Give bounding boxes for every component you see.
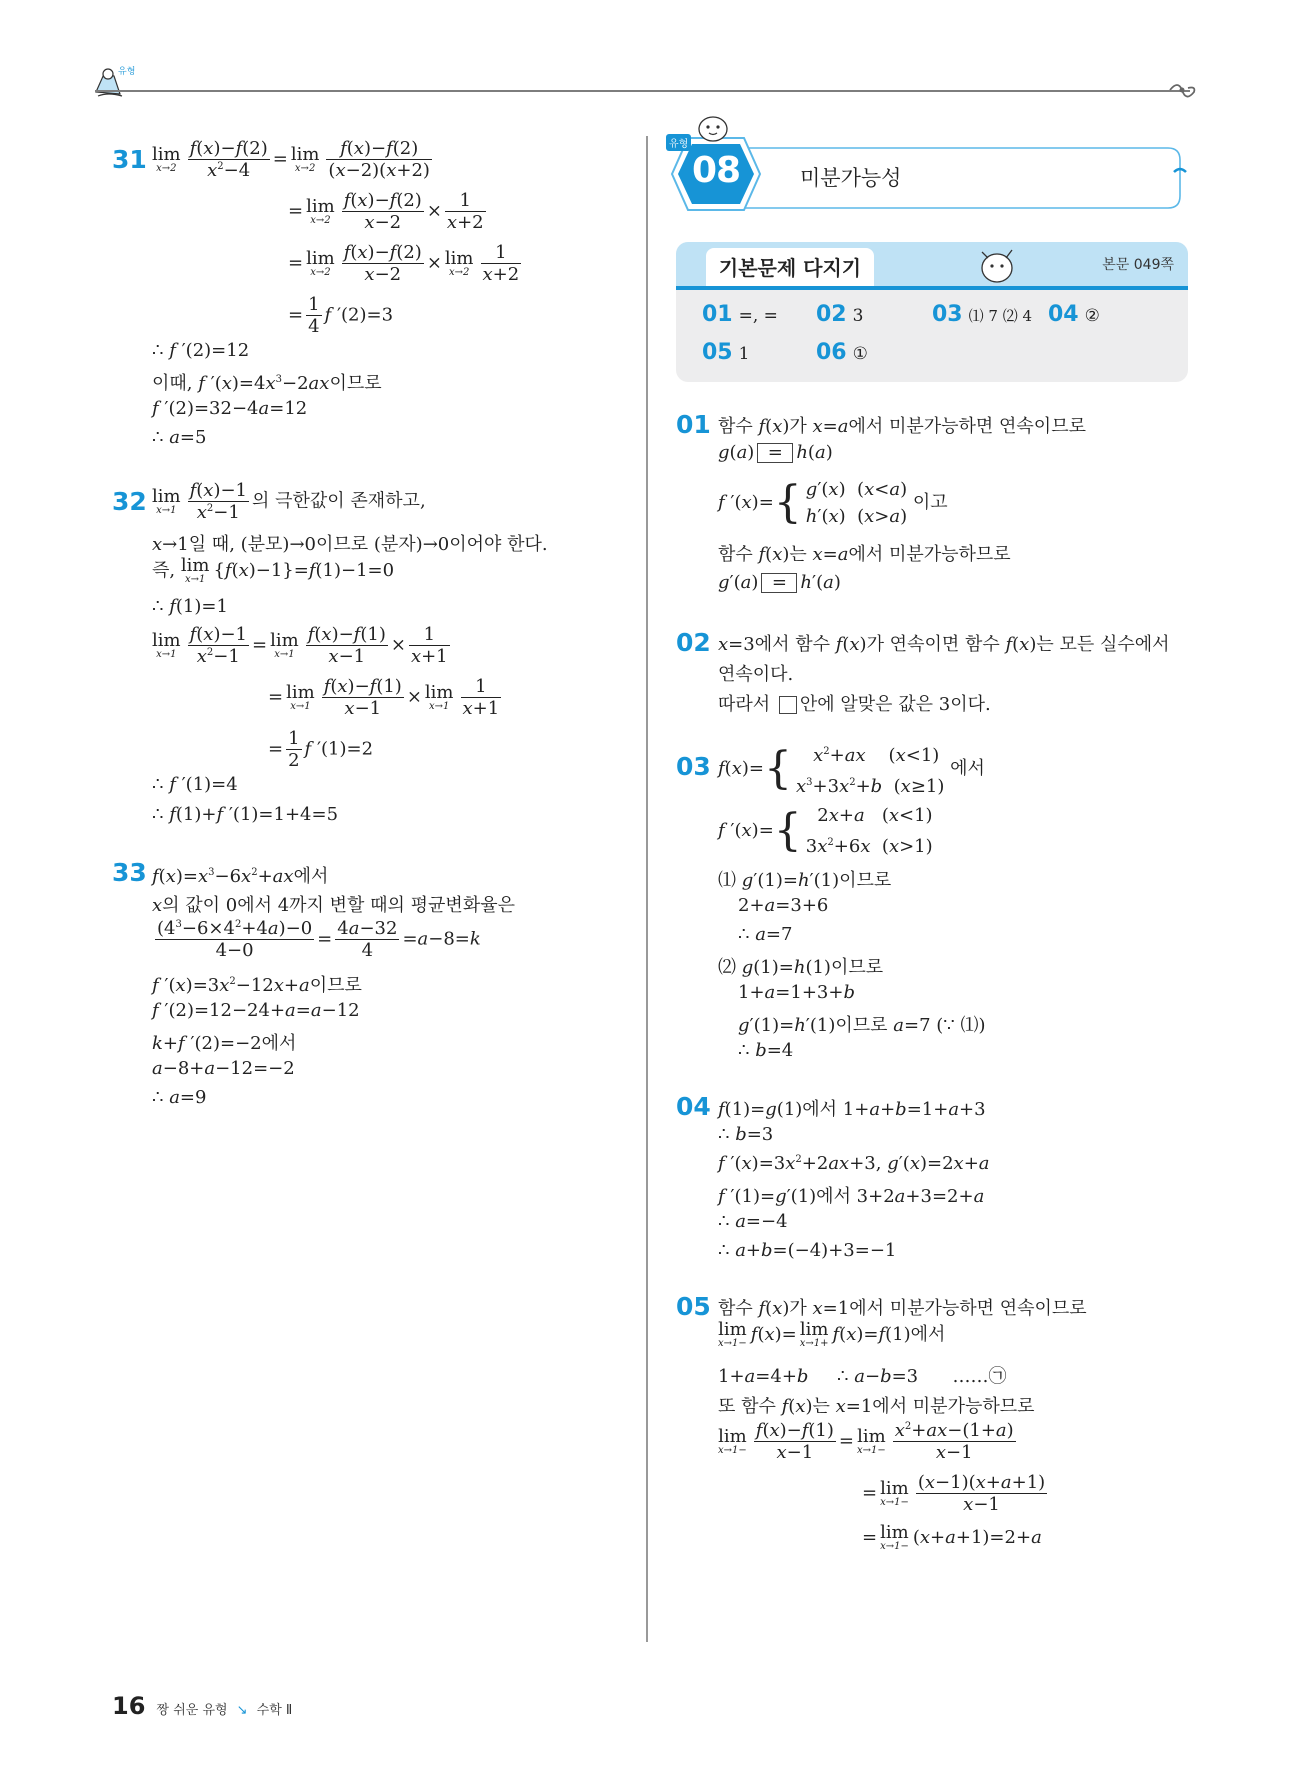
book-title: 짱 쉬운 유형 bbox=[156, 1703, 228, 1718]
footer-arrow-icon: ↘ bbox=[236, 1703, 248, 1718]
problem-32-line-8: ∴ f ′(1)=4 bbox=[152, 774, 238, 795]
solution-02-number: 02 bbox=[676, 628, 711, 657]
problem-33-line-8: ∴ a=9 bbox=[152, 1087, 207, 1108]
solution-05-line-2: lim x→1− f(x)= lim x→1+ f(x)=f(1)에서 bbox=[718, 1319, 946, 1349]
solution-04-line-4: f ′(1)=g′(1)에서 3+2a+3=2+a bbox=[718, 1186, 985, 1207]
problem-31-number: 31 bbox=[112, 145, 147, 174]
solution-05-number: 05 bbox=[676, 1292, 711, 1321]
solution-04-line-1: f(1)=g(1)에서 1+a+b=1+a+3 bbox=[718, 1099, 986, 1120]
section-mascot-icon bbox=[696, 112, 730, 142]
solution-03-line-1: f(x)={ $x^2+ax$ (x<1) $x^3+3x^2+b$ (x≥1) 에서 bbox=[718, 743, 985, 797]
solution-01-line-4: 함수 f(x)는 x=a에서 미분가능하므로 bbox=[718, 544, 1011, 565]
subject-name: 수학 Ⅱ bbox=[256, 1703, 293, 1718]
summary-reference: 본문 049쪽 bbox=[1102, 257, 1174, 273]
page-number: 16 bbox=[112, 1692, 146, 1720]
summary-mascot-icon bbox=[974, 242, 1020, 286]
problem-32-line-1: lim x→1 $\frac{f(x)-1}{x^2-1}$ 의 극한값이 존재하고, bbox=[152, 480, 426, 523]
solution-05-line-6: = lim x→1− $\frac{(x-1)(x+a+1)}{x-1}$ bbox=[862, 1472, 1046, 1515]
summary-box bbox=[676, 242, 1188, 382]
solution-02-line-3: 따라서 안에 알맞은 값은 3이다. bbox=[718, 694, 991, 715]
problem-33-line-5: f ′(2)=12−24+a=a−12 bbox=[152, 1000, 360, 1021]
solution-01-line-5: g′(a) = h′(a) bbox=[718, 572, 841, 593]
ribbon-icon bbox=[1168, 78, 1198, 104]
problem-33-line-3: $\frac{(4^3-6\times 4^2+4a)-0}{4-0}$ = $\frac{4a-32}{4}$ =a−8=k bbox=[157, 918, 481, 961]
solution-03-line-8: g′(1)=h′(1)이므로 a=7 (∵ ⑴) bbox=[738, 1015, 986, 1036]
problem-32-line-7: = $\frac{1}{2}$ f ′(1)=2 bbox=[268, 728, 374, 771]
answer-05: 05 1 bbox=[702, 340, 750, 365]
solution-05-line-5: lim x→1− $\frac{f(x)-f(1)}{x-1}$ = lim x→1− $\frac{x^2+ax-(1+a)}{x-1}$ bbox=[718, 1420, 1014, 1463]
solution-05-line-7: = lim x→1− (x+a+1)=2+a bbox=[862, 1522, 1042, 1552]
solution-03-line-4: 2+a=3+6 bbox=[738, 895, 829, 916]
solution-03-line-5: ∴ a=7 bbox=[738, 924, 793, 945]
problem-32-line-2: x→1일 때, (분모)→0이므로 (분자)→0이어야 한다. bbox=[152, 534, 548, 555]
solution-03-line-2: f ′(x)={ 2x+a (x<1) $3x^2+6x$ (x>1) bbox=[718, 805, 933, 857]
solution-04-line-5: ∴ a=−4 bbox=[718, 1211, 788, 1232]
problem-31-line-7: f ′(2)=32−4a=12 bbox=[152, 398, 308, 419]
summary-rule bbox=[676, 286, 1188, 290]
header-rule bbox=[95, 90, 1190, 92]
solution-02-line-2: 연속이다. bbox=[718, 664, 794, 685]
solution-04-number: 04 bbox=[676, 1092, 711, 1121]
problem-32-line-4: ∴ f(1)=1 bbox=[152, 596, 228, 617]
problem-31-step-3: = lim x→2 $\frac{f(x)-f(2)}{x-2}$ × lim x→2 $\frac{1}{x+2}$ bbox=[288, 242, 520, 285]
problem-33-number: 33 bbox=[112, 858, 147, 887]
problem-33-line-7: a−8+a−12=−2 bbox=[152, 1058, 295, 1079]
problem-33-line-6: k+f ′(2)=−2에서 bbox=[152, 1033, 297, 1054]
solution-03-line-6: ⑵ g(1)=h(1)이므로 bbox=[718, 957, 884, 978]
solution-03-line-3: ⑴ g′(1)=h′(1)이므로 bbox=[718, 870, 892, 891]
section-title: 미분가능성 bbox=[800, 166, 902, 190]
answer-01: 01 =, = bbox=[702, 302, 778, 327]
solution-01-line-3: f ′(x)={ g′(x) (x<a) h′(x) (x>a) 이고 bbox=[718, 477, 948, 528]
answer-04: 04 ② bbox=[1048, 302, 1100, 327]
solution-03-number: 03 bbox=[676, 752, 711, 781]
solution-03-line-9: ∴ b=4 bbox=[738, 1040, 794, 1061]
footer bbox=[112, 1692, 292, 1720]
solution-03-line-7: 1+a=1+3+b bbox=[738, 982, 855, 1003]
solution-01-line-1: 함수 f(x)가 x=a에서 미분가능하면 연속이므로 bbox=[718, 416, 1086, 437]
header-mascot-text: 유형 bbox=[118, 67, 136, 77]
problem-33-line-2: x의 값이 0에서 4까지 변할 때의 평균변화율은 bbox=[152, 895, 515, 916]
problem-32-line-3: 즉, lim x→1 {f(x)−1}=f(1)−1=0 bbox=[152, 555, 395, 585]
problem-33-line-4: f $'(x)=3x^2-12x+a$이므로 bbox=[152, 975, 362, 996]
solution-05-line-4: 또 함수 f(x)는 x=1에서 미분가능하므로 bbox=[718, 1396, 1035, 1417]
problem-31-line-6: 이때, f $'(x)=4x^3-2ax$이므로 bbox=[152, 373, 382, 394]
section-number: 08 bbox=[691, 150, 741, 191]
problem-32-line-6: = lim x→1 $\frac{f(x)-f(1)}{x-1}$ × lim x→1 $\frac{1}{x+1}$ bbox=[268, 676, 500, 719]
problem-32-line-9: ∴ f(1)+f ′(1)=1+4=5 bbox=[152, 804, 339, 825]
answer-06: 06 ① bbox=[816, 340, 868, 365]
solution-05-line-1: 함수 f(x)가 x=1에서 미분가능하면 연속이므로 bbox=[718, 1298, 1087, 1319]
problem-32-line-5: lim x→1 $\frac{f(x)-1}{x^2-1}$ = lim x→1 $\frac{f(x)-f(1)}{x-1}$ × $\frac{1}{x+1}$ bbox=[152, 624, 448, 667]
solution-02-line-1: x=3에서 함수 f(x)가 연속이면 함수 f(x)는 모든 실수에서 bbox=[718, 634, 1170, 655]
section-header bbox=[668, 138, 1188, 210]
problem-32-number: 32 bbox=[112, 487, 147, 516]
solution-01-number: 01 bbox=[676, 410, 711, 439]
section-badge: 유형 bbox=[666, 134, 691, 151]
problem-31-step-2: = lim x→2 $\frac{f(x)-f(2)}{x-2}$ × $\frac{1}{x+2}$ bbox=[288, 190, 484, 233]
problem-31-step-1: lim x→2 $\frac{f(x)-f(2)}{x^2-4}$ = lim x→2 $\frac{f(x)-f(2)}{(x-2)(x+2)}$ bbox=[152, 138, 430, 181]
column-divider bbox=[646, 136, 648, 1642]
problem-33-line-1: $f(x)=x^3-6x^2+ax$에서 bbox=[152, 866, 329, 887]
solution-04-line-2: ∴ b=3 bbox=[718, 1124, 774, 1145]
solution-05-line-3: 1+a=4+b ∴ a−b=3 ……㉠ bbox=[718, 1366, 1007, 1387]
answer-03: 03 ⑴ 7 ⑵ 4 bbox=[932, 302, 1033, 327]
problem-31-line-8: ∴ a=5 bbox=[152, 427, 207, 448]
summary-tab-title: 기본문제 다지기 bbox=[706, 248, 874, 286]
solution-01-line-2: g(a) = h(a) bbox=[718, 442, 833, 463]
problem-31-line-5: ∴ f ′(2)=12 bbox=[152, 340, 250, 361]
problem-31-step-4: = $\frac{1}{4}$ f ′(2)=3 bbox=[288, 294, 394, 337]
solution-04-line-6: ∴ a+b=(−4)+3=−1 bbox=[718, 1240, 897, 1261]
solution-04-line-3: f $'(x)=3x^2+2ax+3$, g′(x)=2x+a bbox=[718, 1153, 990, 1174]
answer-02: 02 3 bbox=[816, 302, 864, 327]
